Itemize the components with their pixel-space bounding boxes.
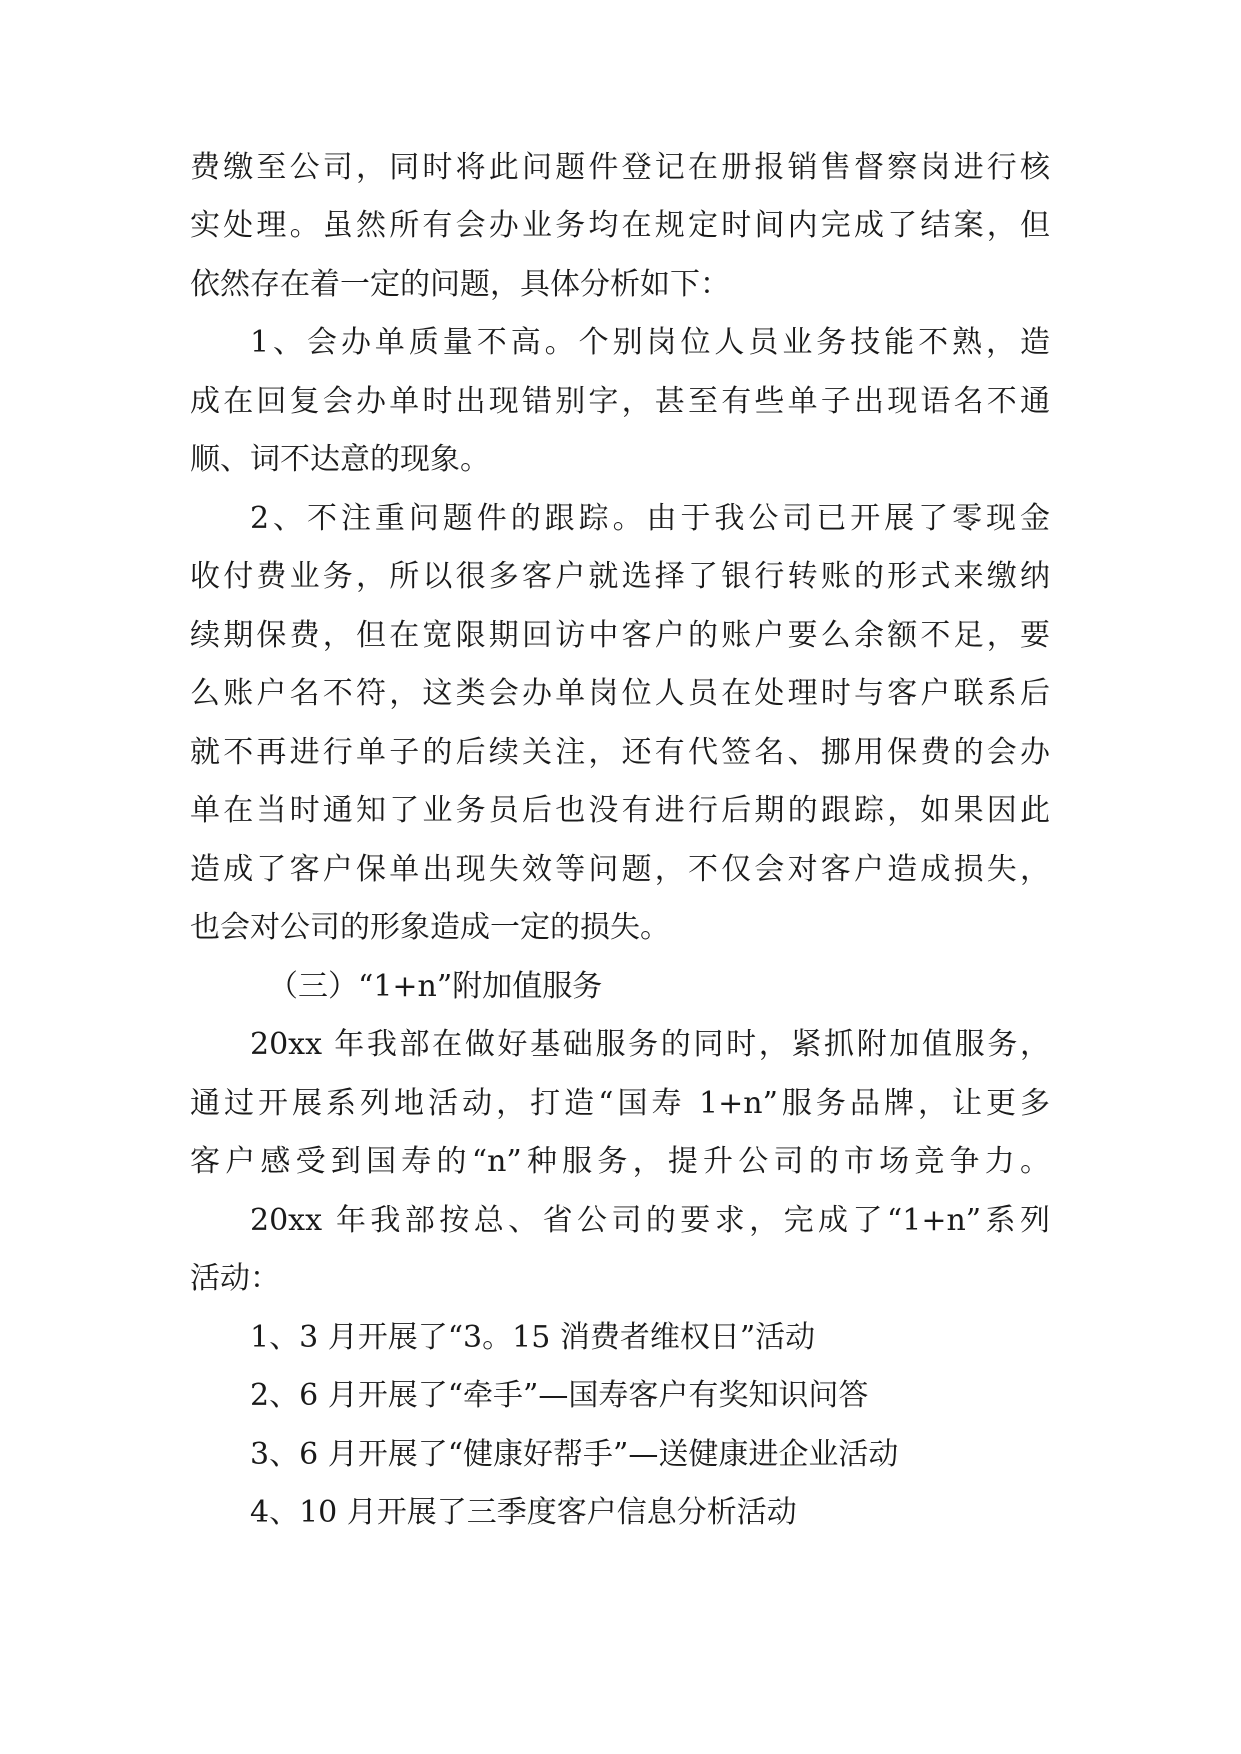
text-line: 费缴至公司，同时将此问题件登记在册报销售督察岗进行核 (190, 150, 1050, 185)
list-item-1-line: 1、会办单质量不高。个别岗位人员业务技能不熟，造 (250, 325, 1050, 360)
text-line: 造成了客户保单出现失效等问题，不仅会对客户造成损失， (190, 852, 1050, 887)
text-line: 成在回复会办单时出现错别字，甚至有些单子出现语名不通 (190, 384, 1050, 419)
paragraph-start-line: 20xx 年我部按总、省公司的要求，完成了“1+n”系列 (250, 1203, 1050, 1238)
text-line: 就不再进行单子的后续关注，还有代签名、挪用保费的会办 (190, 735, 1050, 770)
text-line: 依然存在着一定的问题，具体分析如下： (190, 267, 730, 302)
paragraph-start-line: 20xx 年我部在做好基础服务的同时，紧抓附加值服务， (250, 1027, 1050, 1062)
text-line: 顺、词不达意的现象。 (190, 442, 490, 477)
text-line: 活动： (190, 1261, 280, 1296)
activity-list-item: 2、6 月开展了“牵手”—国寿客户有奖知识问答 (250, 1378, 869, 1413)
text-line: 通过开展系列地活动，打造“国寿 1+n”服务品牌，让更多 (190, 1086, 1050, 1121)
section-heading: （三）“1+n”附加值服务 (268, 969, 603, 1004)
list-item-2-line: 2、不注重问题件的跟踪。由于我公司已开展了零现金 (250, 501, 1050, 536)
activity-list-item: 1、3 月开展了“3。15 消费者维权日”活动 (250, 1320, 816, 1355)
text-line: 客户感受到国寿的“n”种服务，提升公司的市场竞争力。 (190, 1144, 1050, 1179)
text-line: 么账户名不符，这类会办单岗位人员在处理时与客户联系后 (190, 676, 1050, 711)
text-line: 实处理。虽然所有会办业务均在规定时间内完成了结案，但 (190, 208, 1050, 243)
activity-list-item: 3、6 月开展了“健康好帮手”—送健康进企业活动 (250, 1437, 899, 1472)
text-line: 单在当时通知了业务员后也没有进行后期的跟踪，如果因此 (190, 793, 1050, 828)
activity-list-item: 4、10 月开展了三季度客户信息分析活动 (250, 1495, 797, 1530)
text-line: 收付费业务，所以很多客户就选择了银行转账的形式来缴纳 (190, 559, 1050, 594)
text-line: 续期保费，但在宽限期回访中客户的账户要么余额不足，要 (190, 618, 1050, 653)
text-line: 也会对公司的形象造成一定的损失。 (190, 910, 670, 945)
